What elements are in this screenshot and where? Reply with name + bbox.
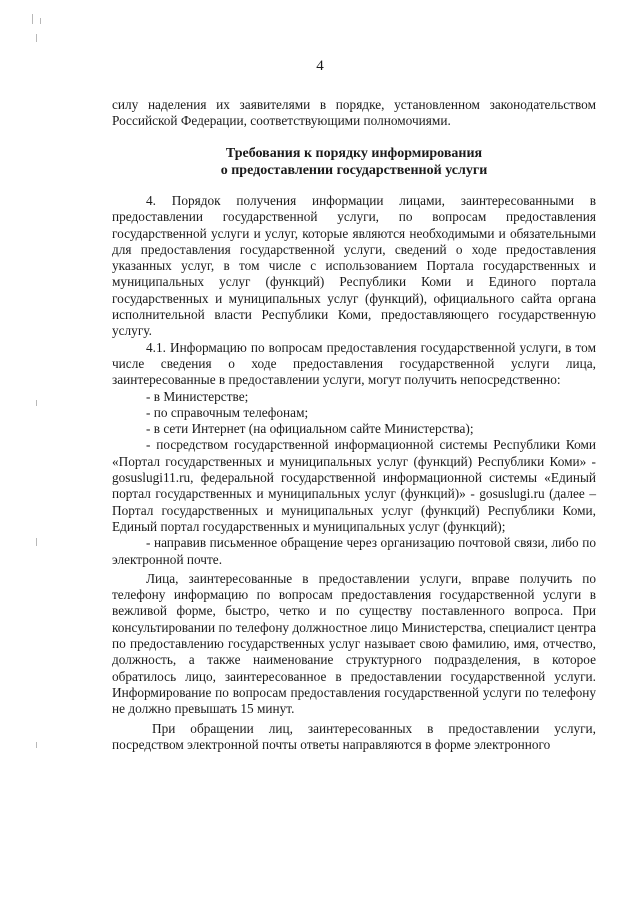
paragraph-4-1: 4.1. Информацию по вопросам предоставления государственной услуги, в том числе сведения о ходе предоставления государственной услуги лица, заинтересованные в предоставлении услуги, могут получить непосредственно: (112, 339, 596, 388)
scan-margin-mark (36, 742, 37, 748)
paragraph-4: 4. Порядок получения информации лицами, заинтересованными в предоставлении государственной услуги, по вопросам предоставления государственной услуги и услуг, которые являются необходимыми и обязательными для предоставления государственной услуги, сведений о ходе предоставления указанных услуг, в том числе с использованием Портала государственных и муниципальных услуг (функций) Республики Коми и Единого портала государственных и муниципальных услуг (функций), официального сайта органа исполнительной власти Республики Коми, предоставляющего государственную услугу. (112, 193, 596, 339)
body-text-block (112, 193, 596, 753)
section-heading-line-1: Требования к порядку информирования (225, 146, 483, 161)
list-item: - направив письменное обращение через организацию почтовой связи, либо по электронной почте. (112, 535, 596, 567)
phone-info-paragraph: Лица, заинтересованные в предоставлении услуги, вправе получить по телефону информацию по вопросам предоставления государственной услуги в вежливой форме, быстро, четко и по существу поставленного вопроса. При консультировании по телефону должностное лицо Министерства, специалист центра по предоставлению государственных услуг называет свою фамилию, имя, отчество, должность, а также наименование структурного подразделения, в которое обратилось лицо, заинтересованное в предоставлении государственной услуги. Информирование по вопросам предоставления государственной услуги по телефону не должно превышать 15 минут. (112, 570, 596, 717)
list-item: - по справочным телефонам; (146, 404, 309, 420)
section-heading-line-2: о предоставлении государственной услуги (220, 163, 488, 178)
scan-margin-mark (40, 18, 41, 24)
scan-margin-mark (36, 538, 37, 546)
list-item: - в Министерстве; (146, 388, 249, 404)
intro-paragraph: силу наделения их заявителями в порядке, установленном законодательством Российской Федерации, соответствующими полномочиями. (112, 97, 596, 129)
email-info-paragraph: При обращении лиц, заинтересованных в предоставлении услуги, посредством электронной почты ответы направляются в форме электронного (112, 720, 596, 752)
intro-text-block (112, 97, 596, 130)
page-number: 4 (316, 58, 324, 74)
section-heading (112, 145, 596, 179)
list-item: - посредством государственной информационной системы Республики Коми «Портал государственных и муниципальных услуг (функций) Республики Коми» - gosuslugi11.ru, федеральной государственной информационной системы «Единый портал государственных и муниципальных услуг (функций)» - gosuslugi.ru (далее – Портал государственных и муниципальных услуг (функций) Республики Коми, Единый портал государственных и муниципальных услуг (функций); (112, 437, 596, 534)
scan-margin-mark (36, 400, 37, 406)
scan-margin-mark (36, 34, 37, 42)
list-item: - в сети Интернет (на официальном сайте Министерства); (146, 421, 474, 437)
scan-margin-mark (32, 14, 33, 24)
